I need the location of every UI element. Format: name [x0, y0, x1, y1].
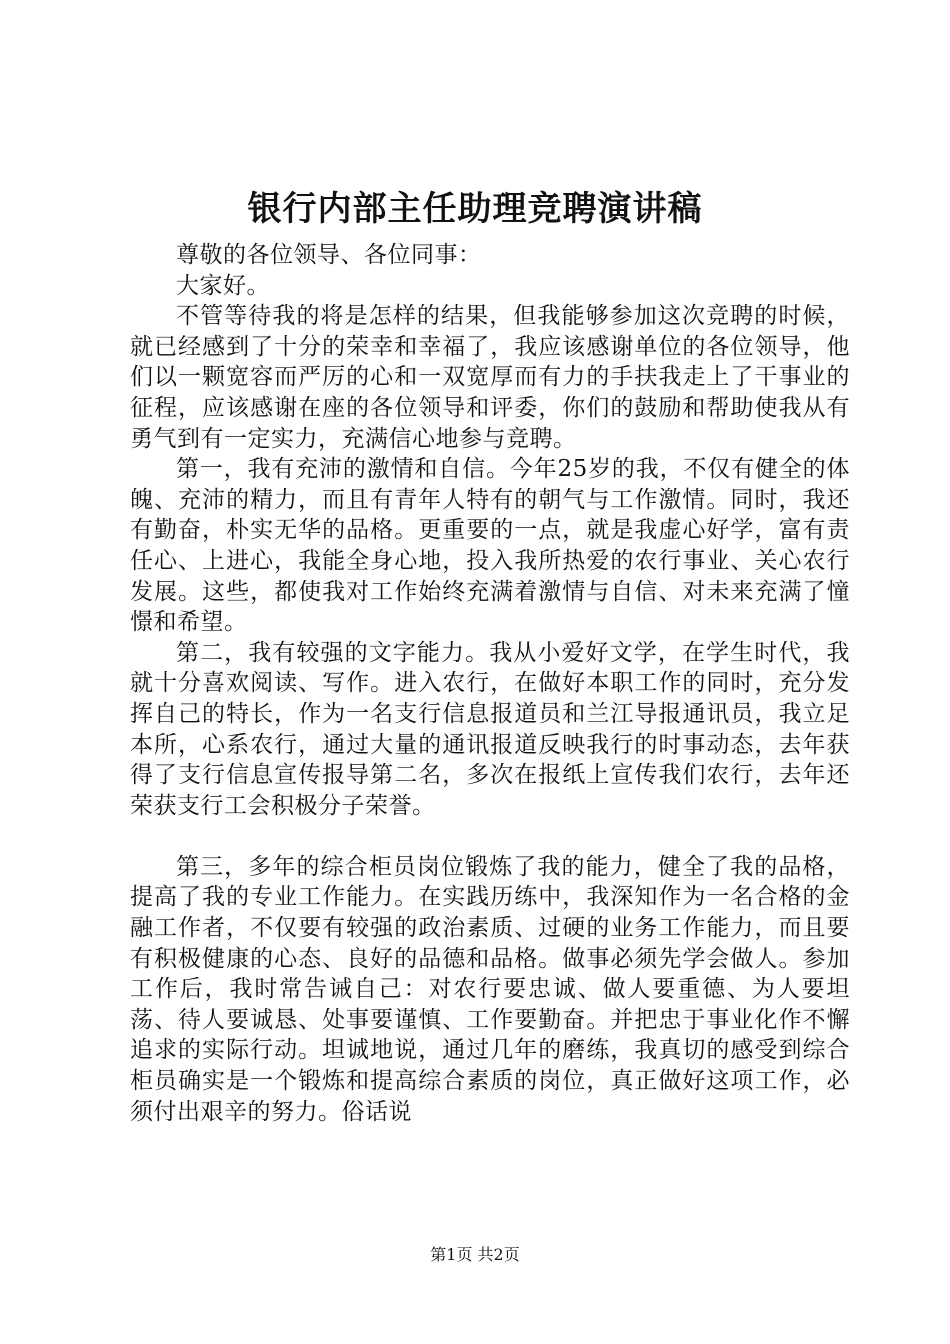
salutation-paragraph: 尊敬的各位领导、各位同事： — [176, 242, 482, 268]
document-body — [130, 240, 850, 1127]
point-one-paragraph: 第一，我有充沛的激情和自信。今年25岁的我，不仅有健全的体魄、充沛的精力，而且有青年人特有的朝气与工作激情。同时，我还有勤奋，朴实无华的品格。更重要的一点，就是我虚心好学，富有责任心、上进心，我能全身心地，投入我所热爱的农行事业、关心农行发展。这些，都使我对工作始终充满着激情与自信、对未来充满了憧憬和希望。 — [130, 456, 850, 636]
point-three-paragraph: 第三，多年的综合柜员岗位锻炼了我的能力，健全了我的品格，提高了我的专业工作能力。在实践历练中，我深知作为一名合格的金融工作者，不仅要有较强的政治素质、过硬的业务工作能力，而且要有积极健康的心态、良好的品德和品格。做事必须先学会做人。参加工作后，我时常告诫自己：对农行要忠诚、做人要重德、为人要坦荡、待人要诚恳、处事要谨慎、工作要勤奋。并把忠于事业化作不懈追求的实际行动。坦诚地说，通过几年的磨练，我真切的感受到综合柜员确实是一个锻炼和提高综合素质的岗位，真正做好这项工作，必须付出艰辛的努力。俗话说 — [130, 853, 850, 1125]
point-two-paragraph: 第二，我有较强的文字能力。我从小爱好文学，在学生时代，我就十分喜欢阅读、写作。进入农行，在做好本职工作的同时，充分发挥自己的特长，作为一名支行信息报道员和兰江导报通讯员，我立足本所，心系农行，通过大量的通讯报道反映我行的时事动态，去年获得了支行信息宣传报导第二名，多次在报纸上宣传我们农行，去年还荣获支行工会积极分子荣誉。 — [130, 639, 850, 819]
greeting-paragraph: 大家好。 — [176, 272, 270, 299]
intro-paragraph: 不管等待我的将是怎样的结果，但我能够参加这次竞聘的时候，就已经感到了十分的荣幸和幸福了，我应该感谢单位的各位领导，他们以一颗宽容而严厉的心和一双宽厚而有力的手扶我走上了干事业的征程，应该感谢在座的各位领导和评委，你们的鼓励和帮助使我从有勇气到有一定实力，充满信心地参与竞聘。 — [130, 303, 850, 452]
page-footer: 第1页 共2页 — [430, 1245, 520, 1264]
document-title: 银行内部主任助理竞聘演讲稿 — [247, 189, 703, 229]
